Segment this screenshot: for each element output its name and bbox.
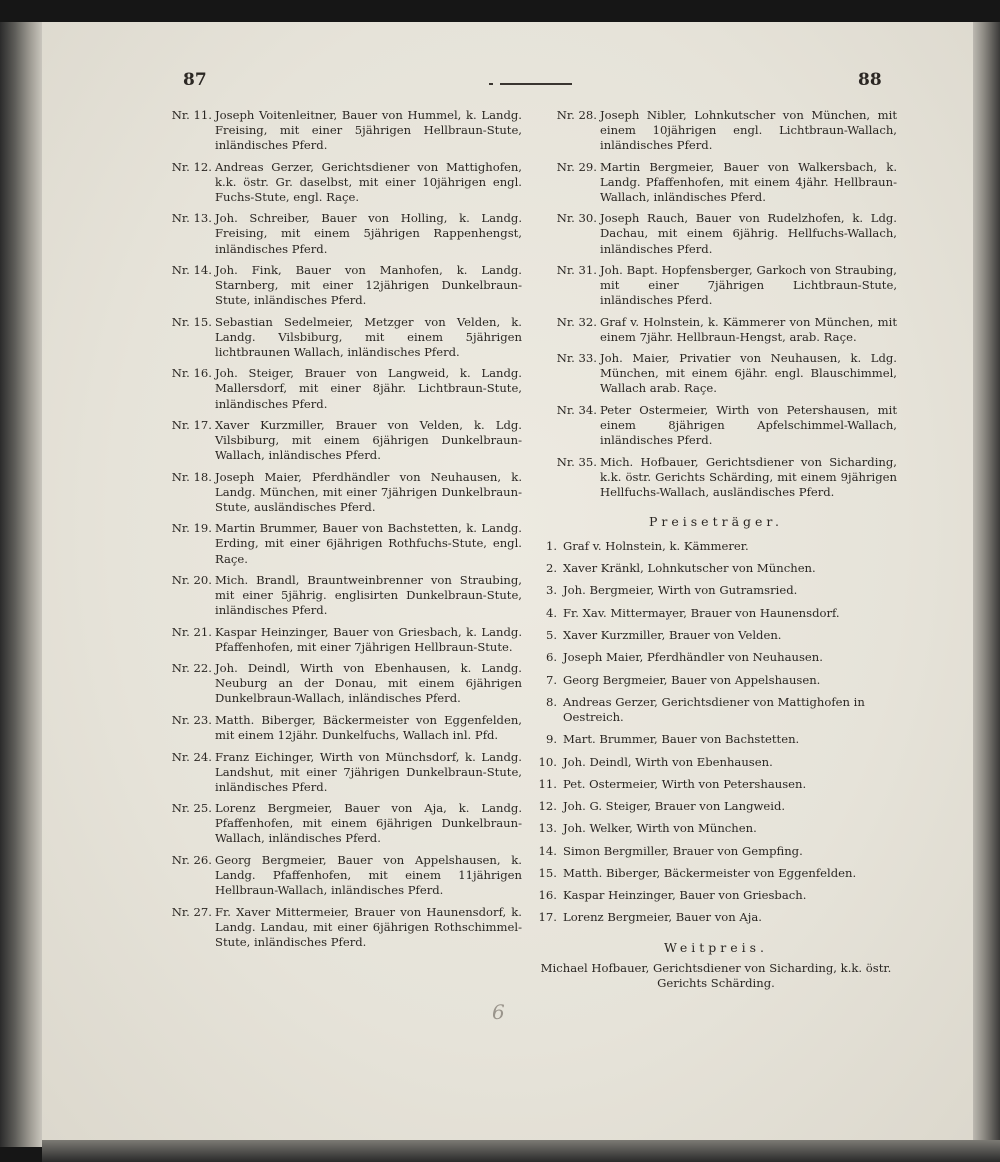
page-bottom-edge: [42, 1140, 1000, 1162]
entry-text: Graf v. Holnstein, k. Kämmerer von München, mit einem 7jähr. Hellbraun-Hengst, arab. Raçe.: [600, 314, 897, 344]
entry-number: Nr. 21.: [171, 624, 212, 639]
entry: [535, 263, 897, 308]
entry-number: Nr. 34.: [556, 402, 597, 417]
prize-rank: 17.: [538, 910, 557, 925]
prize-rank: 16.: [538, 888, 557, 903]
entry-number: Nr. 28.: [556, 108, 597, 122]
entry-text: Fr. Xaver Mittermeier, Brauer von Haunensdorf, k. Landg. Landau, mit einer 6jährigen Rothschimmel-Stute, inländisches Pferd.: [215, 904, 522, 949]
entry: [150, 521, 522, 566]
prize-winner-text: Lorenz Bergmeier, Bauer von Aja.: [563, 910, 762, 925]
prize-rank: 13.: [538, 821, 557, 836]
right-entries-list: [535, 108, 897, 500]
prize-rank: 11.: [538, 776, 557, 791]
entry: [535, 351, 897, 396]
entry: [535, 211, 897, 256]
prize-rank: 9.: [545, 732, 557, 747]
entry-text: Joh. Fink, Bauer von Manhofen, k. Landg. Starnberg, mit einer 12jährigen Dunkelbraun-Stute, inländisches Pferd.: [215, 263, 522, 308]
entry-text: Peter Ostermeier, Wirth von Petershausen, mit einem 8jährigen Apfelschimmel-Wallach, inländisches Pferd.: [600, 402, 897, 448]
entry: [150, 713, 522, 743]
prize-rank: 15.: [538, 865, 557, 880]
entry-text: Martin Brummer, Bauer von Bachstetten, k. Landg. Erding, mit einer 6jährigen Rothfuchs-Stute, engl. Raçe.: [215, 521, 522, 566]
prize-winner-text: Georg Bergmeier, Bauer von Appelshausen.: [563, 672, 821, 687]
entry: [150, 315, 522, 360]
entry: [150, 905, 522, 950]
entry-number: Nr. 14.: [171, 263, 212, 278]
left-column: [150, 108, 522, 956]
entry-number: Nr. 30.: [556, 211, 597, 226]
entry-text: Joseph Voitenleitner, Bauer von Hummel, k. Landg. Freising, mit einer 5jährigen Hellbraun-Stute, inländisches Pferd.: [215, 108, 522, 153]
prize-winner-text: Andreas Gerzer, Gerichtsdiener von Mattighofen in Oestreich.: [563, 694, 865, 724]
prize-winner: [535, 777, 897, 792]
entry-text: Joseph Rauch, Bauer von Rudelzhofen, k. Ldg. Dachau, mit einem 6jährig. Hellfuchs-Wallach, inländisches Pferd.: [600, 211, 897, 256]
prize-winner-text: Simon Bergmiller, Brauer von Gempfing.: [563, 843, 803, 858]
prize-winner: [535, 888, 897, 903]
entry: [535, 108, 897, 153]
entry: [535, 455, 897, 500]
prize-winner: [535, 583, 897, 598]
entry: [150, 263, 522, 308]
prize-rank: 6.: [545, 650, 557, 665]
prize-winner-text: Mart. Brummer, Bauer von Bachstetten.: [563, 732, 800, 747]
header-rule-dot: [489, 83, 493, 85]
entry-text: Mich. Hofbauer, Gerichtsdiener von Sicharding, k.k. östr. Gerichts Schärding, mit einem 9jährigen Hellfuchs-Wallach, ausländisches Pferd.: [600, 454, 897, 499]
entry-number: Nr. 35.: [556, 454, 597, 469]
prize-winner: [535, 799, 897, 814]
entry-number: Nr. 25.: [171, 801, 212, 816]
prize-winner-text: Xaver Kränkl, Lohnkutscher von München.: [563, 561, 816, 576]
prize-winner-text: Joh. Bergmeier, Wirth von Gutramsried.: [563, 583, 798, 598]
entry-number: Nr. 11.: [171, 108, 212, 122]
prize-winner-text: Pet. Ostermeier, Wirth von Petershausen.: [563, 776, 807, 791]
entry: [150, 108, 522, 153]
prize-winner: [535, 821, 897, 836]
prize-winner: [535, 628, 897, 643]
page-number-right: 88: [858, 70, 882, 90]
prize-rank: 7.: [545, 672, 557, 687]
entry: [150, 801, 522, 846]
entry-number: Nr. 16.: [171, 366, 212, 381]
prize-winner: [535, 539, 897, 554]
entry-number: Nr. 20.: [171, 573, 212, 588]
entry-text: Joseph Maier, Pferdhändler von Neuhausen, k. Landg. München, mit einer 7jährigen Dunkelbraun-Stute, ausländisches Pferd.: [215, 469, 522, 514]
entry-text: Martin Bergmeier, Bauer von Walkersbach, k. Landg. Pfaffenhofen, mit einem 4jähr. Hellbraun-Wallach, inländisches Pferd.: [600, 159, 897, 204]
entry-number: Nr. 17.: [171, 418, 212, 433]
entry-number: Nr. 26.: [171, 852, 212, 867]
prize-winner-text: Matth. Biberger, Bäckermeister von Eggenfelden.: [563, 865, 857, 880]
entry-text: Franz Eichinger, Wirth von Münchsdorf, k. Landg. Landshut, mit einer 7jährigen Dunkelbraun-Stute, inländisches Pferd.: [215, 749, 522, 794]
entry: [150, 661, 522, 706]
page-number-left: 87: [183, 70, 207, 90]
entry-text: Sebastian Sedelmeier, Metzger von Velden, k. Landg. Vilsbiburg, mit einem 5jährigen lichtbraunen Wallach, inländisches Pferd.: [215, 314, 522, 359]
entry-number: Nr. 15.: [171, 314, 212, 329]
entry: [150, 418, 522, 463]
prize-winner-text: Joh. G. Steiger, Brauer von Langweid.: [563, 799, 786, 814]
entry-number: Nr. 22.: [171, 661, 212, 676]
prize-winner-text: Joh. Deindl, Wirth von Ebenhausen.: [563, 754, 773, 769]
prize-winner-text: Graf v. Holnstein, k. Kämmerer.: [563, 538, 749, 553]
page-right-edge: [973, 22, 1000, 1140]
entry-text: Kaspar Heinzinger, Bauer von Griesbach, k. Landg. Pfaffenhofen, mit einer 7jährigen Hellbraun-Stute.: [215, 624, 522, 654]
entry-number: Nr. 23.: [171, 712, 212, 727]
entry: [150, 750, 522, 795]
entry-text: Matth. Biberger, Bäckermeister von Eggenfelden, mit einem 12jähr. Dunkelfuchs, Wallach inl. Pfd.: [215, 712, 522, 743]
prize-rank: 2.: [545, 561, 557, 576]
entry-text: Xaver Kurzmiller, Brauer von Velden, k. Ldg. Vilsbiburg, mit einem 6jährigen Dunkelbraun-Wallach, inländisches Pferd.: [215, 418, 522, 463]
entry-number: Nr. 32.: [556, 314, 597, 329]
prize-winner: [535, 650, 897, 665]
entry-text: Lorenz Bergmeier, Bauer von Aja, k. Landg. Pfaffenhofen, mit einem 6jährigen Dunkelbraun-Wallach, inländisches Pferd.: [215, 801, 522, 846]
entry-text: Joh. Steiger, Brauer von Langweid, k. Landg. Mallersdorf, mit einer 8jähr. Lichtbraun-Stute, inländisches Pferd.: [215, 366, 522, 411]
prize-rank: 8.: [545, 694, 557, 709]
prize-rank: 1.: [545, 538, 557, 553]
entry-text: Joseph Nibler, Lohnkutscher von München, mit einem 10jährigen engl. Lichtbraun-Wallach, inländisches Pferd.: [600, 108, 897, 153]
entry: [150, 160, 522, 205]
entry-text: Joh. Deindl, Wirth von Ebenhausen, k. Landg. Neuburg an der Donau, mit einem 6jährigen Dunkelbraun-Wallach, inländisches Pferd.: [215, 661, 522, 706]
entry-number: Nr. 29.: [556, 159, 597, 174]
stamp-mark: 6: [492, 1000, 505, 1024]
book-spine-edge: [0, 22, 42, 1147]
entry-number: Nr. 24.: [171, 749, 212, 764]
prize-winner: [535, 561, 897, 576]
prize-winner: [535, 673, 897, 688]
prize-winner-text: Kaspar Heinzinger, Bauer von Griesbach.: [563, 888, 807, 903]
entry: [150, 625, 522, 655]
entry-text: Joh. Bapt. Hopfensberger, Garkoch von Straubing, mit einer 7jährigen Lichtbraun-Stute, inländisches Pferd.: [600, 263, 897, 308]
prize-rank: 14.: [538, 843, 557, 858]
entry: [150, 853, 522, 898]
prize-rank: 3.: [545, 583, 557, 598]
entry: [150, 211, 522, 256]
prize-winner: [535, 866, 897, 881]
prize-winner: [535, 606, 897, 621]
weitpreis-heading: Weitpreis.: [663, 939, 768, 955]
entry-text: Joh. Maier, Privatier von Neuhausen, k. Ldg. München, mit einem 6jähr. engl. Blauschimmel, Wallach arab. Raçe.: [600, 351, 897, 396]
preistraeger-list: [535, 539, 897, 926]
prize-rank: 5.: [545, 628, 557, 643]
prize-winner-text: Fr. Xav. Mittermayer, Brauer von Haunensdorf.: [563, 605, 840, 620]
entry-number: Nr. 33.: [556, 351, 597, 366]
prize-winner: [535, 755, 897, 770]
entry-text: Andreas Gerzer, Gerichtsdiener von Mattighofen, k.k. östr. Gr. daselbst, mit einer 10jährigen engl. Fuchs-Stute, engl. Raçe.: [215, 159, 522, 204]
entry-text: Georg Bergmeier, Bauer von Appelshausen, k. Landg. Pfaffenhofen, mit einem 11jährigen Hellbraun-Wallach, inländisches Pferd.: [215, 852, 522, 898]
prize-rank: 12.: [538, 799, 557, 814]
entry-text: Joh. Schreiber, Bauer von Holling, k. Landg. Freising, mit einem 5jährigen Rappenhengst, inländisches Pferd.: [215, 211, 522, 256]
prize-rank: 10.: [538, 754, 557, 769]
entry-number: Nr. 12.: [171, 159, 212, 174]
prize-winner: [535, 695, 897, 725]
prize-winner-text: Joh. Welker, Wirth von München.: [563, 821, 757, 836]
entry: [150, 366, 522, 411]
preistraeger-heading: Preiseträger.: [648, 513, 784, 529]
header-rule: [500, 83, 572, 85]
entry-number: Nr. 31.: [556, 263, 597, 278]
entry-number: Nr. 18.: [171, 469, 212, 484]
entry-text: Mich. Brandl, Brauntweinbrenner von Straubing, mit einer 5jährig. englisirten Dunkelbraun-Stute, inländisches Pferd.: [215, 573, 522, 618]
prize-winner-text: Xaver Kurzmiller, Brauer von Velden.: [563, 628, 782, 643]
weitpreis-text: Michael Hofbauer, Gerichtsdiener von Sicharding, k.k. östr. Gerichts Schärding.: [540, 960, 892, 990]
entry-number: Nr. 13.: [171, 211, 212, 226]
prize-winner: [535, 732, 897, 747]
prize-winner: [535, 844, 897, 859]
prize-rank: 4.: [545, 605, 557, 620]
prize-winner-text: Joseph Maier, Pferdhändler von Neuhausen.: [563, 650, 823, 665]
right-column: [535, 108, 897, 991]
entry: [535, 403, 897, 448]
entry: [150, 470, 522, 515]
entry: [535, 160, 897, 205]
entry-number: Nr. 19.: [171, 521, 212, 536]
entry: [535, 315, 897, 345]
entry: [150, 573, 522, 618]
entry-number: Nr. 27.: [171, 904, 212, 919]
prize-winner: [535, 910, 897, 925]
